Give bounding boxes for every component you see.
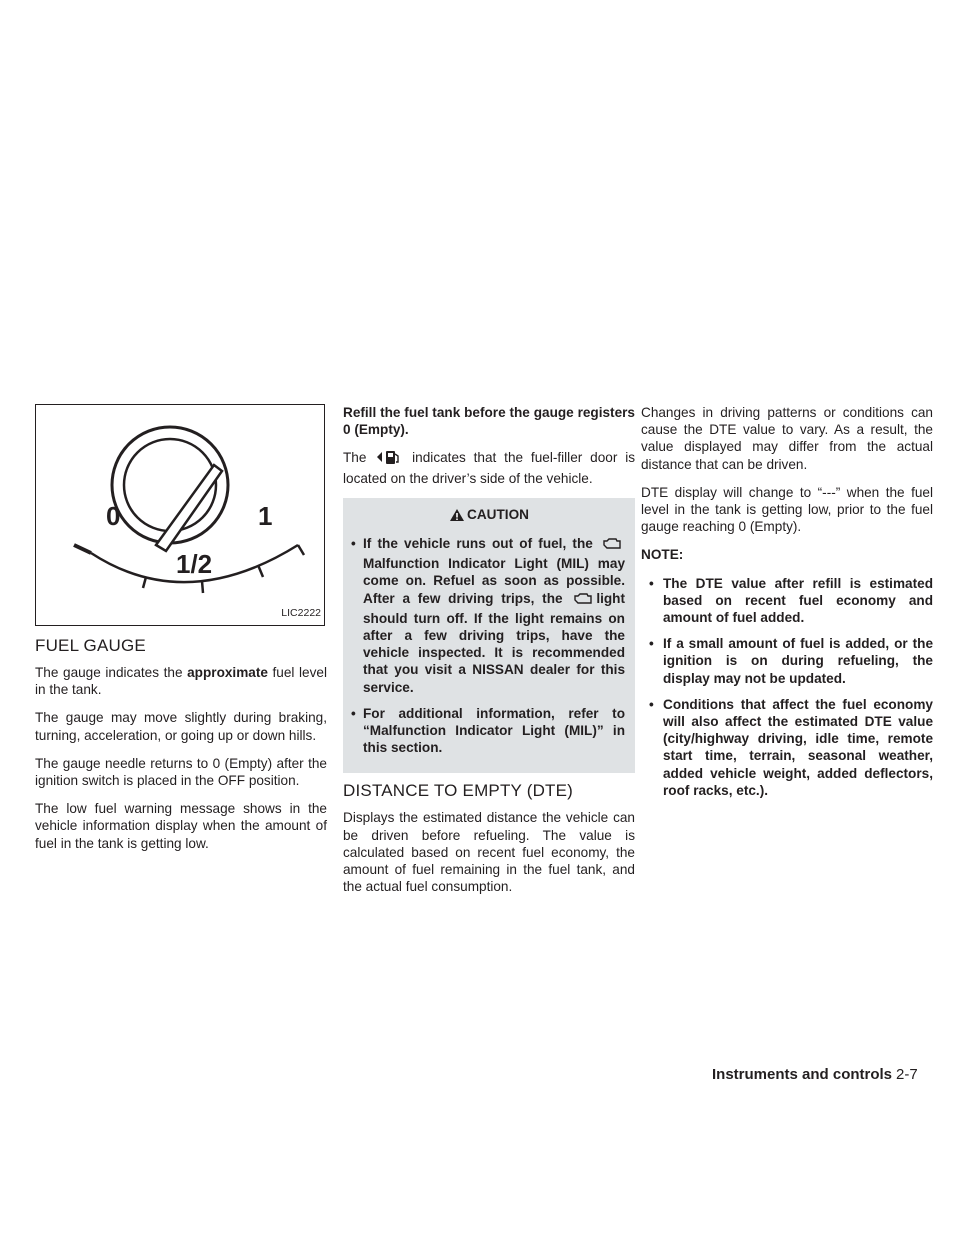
fuel-gauge-paragraph-4: The low fuel warning message shows in the vehicle information display when the amount of fuel in the tank is getting low. xyxy=(35,801,327,851)
note-list xyxy=(641,575,933,799)
caution-box xyxy=(343,498,635,774)
fuel-pump-arrow-icon xyxy=(376,449,402,469)
footer-section-title: Instruments and controls xyxy=(712,1066,893,1083)
page-number: 2-7 xyxy=(896,1066,918,1083)
gauge-empty-mark xyxy=(74,545,91,553)
fuel-gauge-paragraph-1: The gauge indicates the approximate fuel level in the tank. xyxy=(35,665,327,698)
column-right xyxy=(641,404,933,808)
dte-paragraph-1: Displays the estimated distance the vehicle can be driven before refueling. The value is calculated based on recent fuel economy, the amount of fuel remaining in the fuel tank, and the actual fuel consumption. xyxy=(343,810,635,895)
note-item: • If a small amount of fuel is added, or the ignition is on during refueling, the display may not be updated. xyxy=(641,635,933,687)
caution-item-2: • For additional information, refer to “Malfunction Indicator Light (MIL)” in this section. xyxy=(351,705,625,757)
gauge-tick xyxy=(298,545,304,555)
fuel-gauge-paragraph-2: The gauge may move slightly during braking, turning, acceleration, or going up or down hills. xyxy=(35,710,327,743)
note-label: NOTE: xyxy=(641,547,684,563)
refill-warning: Refill the fuel tank before the gauge registers 0 (Empty). xyxy=(343,405,635,438)
fuel-gauge-heading: FUEL GAUGE xyxy=(35,636,146,655)
fuel-gauge-illustration xyxy=(36,405,326,627)
note-item: • Conditions that affect the fuel economy will also affect the estimated DTE value (city/highway driving, idle time, remote start time, terrain, seasonal weather, added vehicle weight, added deflectors, roof racks, etc.). xyxy=(641,696,933,799)
gauge-tick xyxy=(202,581,203,593)
fuel-gauge-paragraph-3: The gauge needle returns to 0 (Empty) after the ignition switch is placed in the OFF position. xyxy=(35,755,327,789)
column-left xyxy=(35,404,327,863)
warning-triangle-icon xyxy=(449,508,465,526)
gauge-tick xyxy=(143,577,146,588)
caution-item-1: • If the vehicle runs out of fuel, the Malfunction Indicator Light (MIL) may come on. Refuel as soon as possible. After a few driving trips, the light should turn off. If the light remains on after a few driving trips, have the vehicle inspected. It is recommended that you visit a NISSAN dealer for this service. xyxy=(351,535,625,696)
gauge-label-half: 1/2 xyxy=(176,549,213,579)
figure-code: LIC2222 xyxy=(281,606,321,619)
dte-paragraph-3: DTE display will change to “---” when the fuel level in the tank is getting low, prior to the fuel gauge reaching 0 (Empty). xyxy=(641,484,933,535)
dte-heading: DISTANCE TO EMPTY (DTE) xyxy=(343,781,574,801)
caution-header: CAUTION xyxy=(351,506,625,526)
engine-check-icon xyxy=(572,592,594,610)
gauge-tick xyxy=(258,565,263,577)
note-item: • The DTE value after refill is estimated based on recent fuel economy and amount of fuel added. xyxy=(641,575,933,627)
fuel-door-paragraph: The indicates that the fuel-filler door is located on the driver’s side of the vehicle. xyxy=(343,450,636,486)
column-middle xyxy=(343,404,635,906)
page-footer xyxy=(712,1066,918,1083)
gauge-label-full: 1 xyxy=(258,501,273,531)
fuel-gauge-figure xyxy=(35,404,325,626)
dte-paragraph-2: Changes in driving patterns or conditions can cause the DTE value to vary. As a result, the value displayed may differ from the actual distance that can be driven. xyxy=(641,405,933,472)
engine-check-icon xyxy=(601,537,623,555)
gauge-label-empty: 0 xyxy=(106,501,121,531)
